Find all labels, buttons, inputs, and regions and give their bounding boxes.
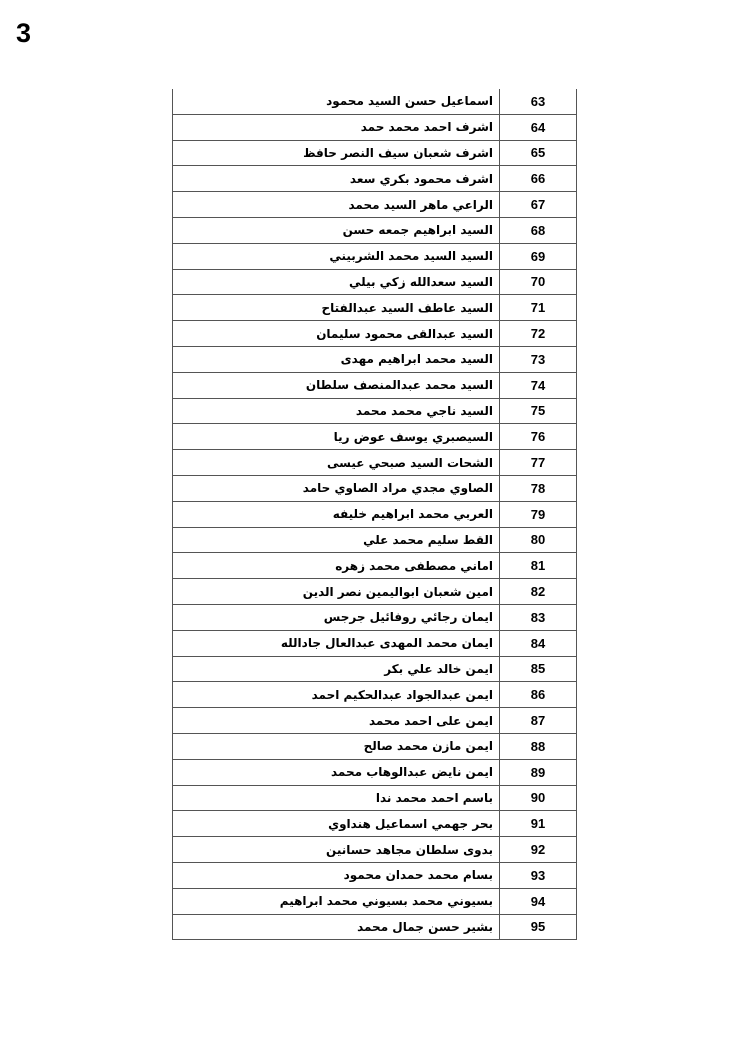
name-cell: ايمن عبدالجواد عبدالحكيم احمد <box>173 682 500 708</box>
name-cell: بشير حسن جمال محمد <box>173 914 500 940</box>
table-row <box>173 708 577 734</box>
table-row <box>173 89 577 114</box>
name-cell: السيد سعدالله زكي بيلي <box>173 269 500 295</box>
row-number-cell: 80 <box>500 527 577 553</box>
row-number-cell: 78 <box>500 475 577 501</box>
name-cell: امين شعبان ابواليمين نصر الدين <box>173 579 500 605</box>
table-row <box>173 785 577 811</box>
name-cell: السيد ابراهيم جمعه حسن <box>173 217 500 243</box>
name-cell: السيد عبدالقى محمود سليمان <box>173 321 500 347</box>
row-number-cell: 70 <box>500 269 577 295</box>
name-cell: ايمن نايض عبدالوهاب محمد <box>173 759 500 785</box>
name-cell: الشحات السيد صبحي عيسى <box>173 450 500 476</box>
name-cell: باسم احمد محمد ندا <box>173 785 500 811</box>
name-cell: السيد محمد ابراهيم مهدى <box>173 346 500 372</box>
row-number-cell: 83 <box>500 604 577 630</box>
name-cell: ايمان رجائي روفائيل جرجس <box>173 604 500 630</box>
table-row <box>173 398 577 424</box>
name-cell: السيد محمد عبدالمنصف سلطان <box>173 372 500 398</box>
row-number-cell: 65 <box>500 140 577 166</box>
name-cell: ايمان محمد المهدى عبدالعال جادالله <box>173 630 500 656</box>
row-number-cell: 86 <box>500 682 577 708</box>
row-number-cell: 63 <box>500 89 577 114</box>
table-row <box>173 501 577 527</box>
table-row <box>173 837 577 863</box>
name-cell: بحر جهمي اسماعيل هنداوي <box>173 811 500 837</box>
row-number-cell: 85 <box>500 656 577 682</box>
table-row <box>173 914 577 940</box>
row-number-cell: 73 <box>500 346 577 372</box>
row-number-cell: 72 <box>500 321 577 347</box>
table-row <box>173 475 577 501</box>
row-number-cell: 64 <box>500 114 577 140</box>
name-cell: اشرف شعبان سيف النصر حافظ <box>173 140 500 166</box>
table-row <box>173 372 577 398</box>
table-row <box>173 140 577 166</box>
table-row <box>173 656 577 682</box>
table-row <box>173 553 577 579</box>
name-cell: السيصبري يوسف عوض ريا <box>173 424 500 450</box>
table-row <box>173 217 577 243</box>
table-row <box>173 733 577 759</box>
table-row <box>173 604 577 630</box>
table-row <box>173 759 577 785</box>
name-cell: السيد ناجي محمد محمد <box>173 398 500 424</box>
name-cell: السيد عاطف السيد عبدالفتاح <box>173 295 500 321</box>
row-number-cell: 77 <box>500 450 577 476</box>
row-number-cell: 82 <box>500 579 577 605</box>
row-number-cell: 71 <box>500 295 577 321</box>
row-number-cell: 87 <box>500 708 577 734</box>
row-number-cell: 94 <box>500 888 577 914</box>
row-number-cell: 92 <box>500 837 577 863</box>
row-number-cell: 88 <box>500 733 577 759</box>
name-cell: القط سليم محمد علي <box>173 527 500 553</box>
table-row <box>173 682 577 708</box>
table-row <box>173 166 577 192</box>
row-number-cell: 89 <box>500 759 577 785</box>
name-cell: بسيوني محمد بسيوني محمد ابراهيم <box>173 888 500 914</box>
name-cell: السيد السيد محمد الشربيني <box>173 243 500 269</box>
page-number: 3 <box>16 18 32 48</box>
table-row <box>173 295 577 321</box>
row-number-cell: 91 <box>500 811 577 837</box>
table-row <box>173 243 577 269</box>
table-row <box>173 811 577 837</box>
row-number-cell: 84 <box>500 630 577 656</box>
table-row <box>173 269 577 295</box>
name-cell: اشرف محمود بكري سعد <box>173 166 500 192</box>
name-cell: الراعي ماهر السيد محمد <box>173 192 500 218</box>
table-row <box>173 114 577 140</box>
table-row <box>173 450 577 476</box>
row-number-cell: 75 <box>500 398 577 424</box>
table-row <box>173 192 577 218</box>
row-number-cell: 81 <box>500 553 577 579</box>
table-row <box>173 424 577 450</box>
table-row <box>173 321 577 347</box>
row-number-cell: 93 <box>500 862 577 888</box>
row-number-cell: 74 <box>500 372 577 398</box>
row-number-cell: 95 <box>500 914 577 940</box>
name-cell: ايمن خالد علي بكر <box>173 656 500 682</box>
row-number-cell: 66 <box>500 166 577 192</box>
table-row <box>173 579 577 605</box>
name-cell: اسماعيل حسن السيد محمود <box>173 89 500 114</box>
row-number-cell: 76 <box>500 424 577 450</box>
row-number-cell: 90 <box>500 785 577 811</box>
table-row <box>173 862 577 888</box>
names-table-body <box>173 89 577 940</box>
row-number-cell: 67 <box>500 192 577 218</box>
table-row <box>173 630 577 656</box>
name-cell: العربي محمد ابراهيم خليفه <box>173 501 500 527</box>
table-row <box>173 346 577 372</box>
name-cell: ايمن مازن محمد صالح <box>173 733 500 759</box>
name-cell: ايمن على احمد محمد <box>173 708 500 734</box>
table-row <box>173 527 577 553</box>
name-cell: الصاوي مجدي مراد الصاوي حامد <box>173 475 500 501</box>
name-cell: بدوى سلطان مجاهد حسانين <box>173 837 500 863</box>
table-row <box>173 888 577 914</box>
names-table <box>172 89 577 940</box>
name-cell: اماني مصطفى محمد زهره <box>173 553 500 579</box>
row-number-cell: 68 <box>500 217 577 243</box>
name-cell: اشرف احمد محمد حمد <box>173 114 500 140</box>
row-number-cell: 79 <box>500 501 577 527</box>
row-number-cell: 69 <box>500 243 577 269</box>
name-cell: بسام محمد حمدان محمود <box>173 862 500 888</box>
